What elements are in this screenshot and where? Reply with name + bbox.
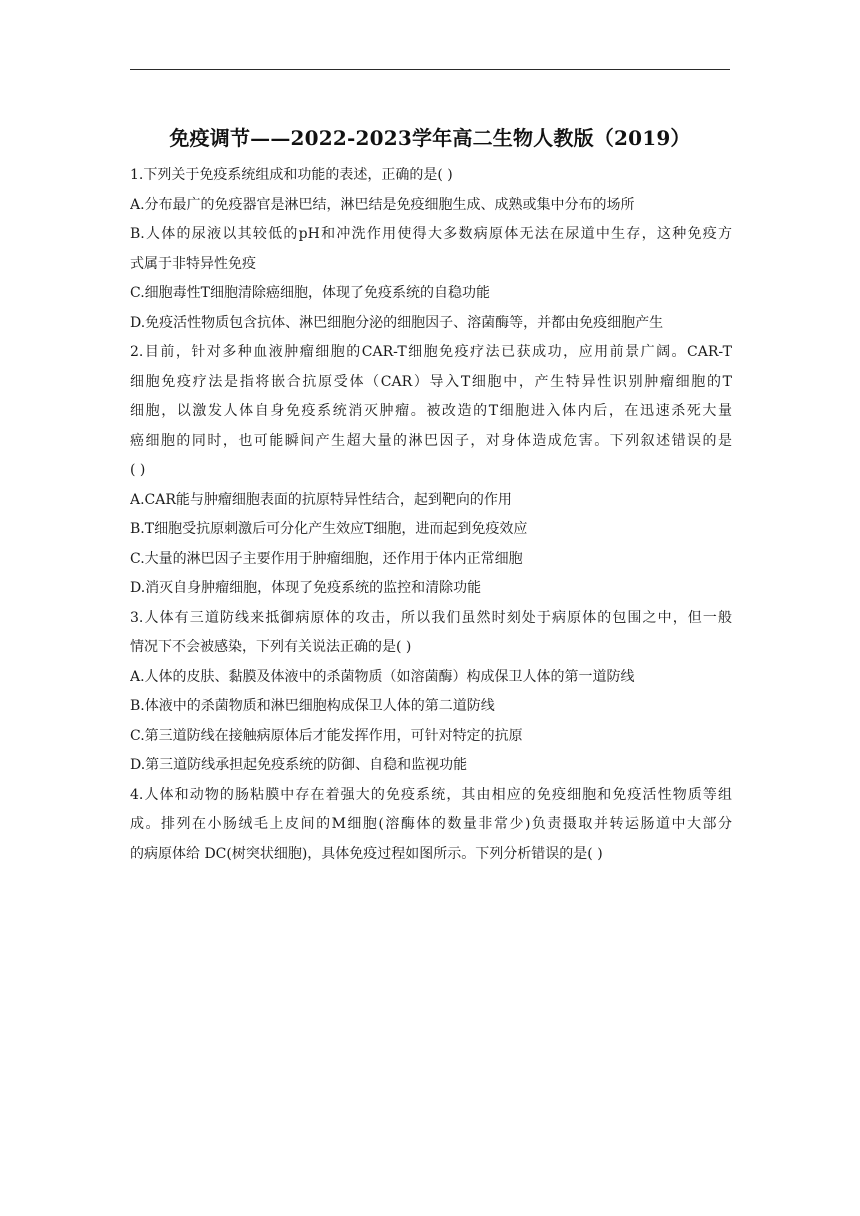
option-d: D.免疫活性物质包含抗体、淋巴细胞分泌的细胞因子、溶菌酶等，并都由免疫细胞产生 — [130, 314, 664, 331]
option-a: A.分布最广的免疫器官是淋巴结，淋巴结是免疫细胞生成、成熟或集中分布的场所 — [130, 196, 635, 213]
option-b: B.T细胞受抗原刺激后可分化产生效应T细胞，进而起到免疫效应 — [130, 521, 528, 537]
question-list — [130, 161, 732, 869]
question-4 — [130, 781, 732, 870]
question-stem: 2.目前，针对多种血液肿瘤细胞的CAR-T细胞免疫疗法已获成功，应用前景广阔。CAR-T — [130, 344, 732, 360]
option-c: C.细胞毒性T细胞清除癌细胞，体现了免疫系统的自稳功能 — [130, 285, 490, 301]
question-3 — [130, 604, 732, 781]
option-c: C.大量的淋巴因子主要作用于肿瘤细胞，还作用于体内正常细胞 — [130, 550, 523, 567]
option-b: B.体液中的杀菌物质和淋巴细胞构成保卫人体的第二道防线 — [130, 698, 495, 714]
question-stem-continued: 细胞，以激发人体自身免疫系统消灭肿瘤。被改造的T细胞进入体内后，在迅速杀死大量 — [130, 403, 732, 419]
option-a: A.CAR能与肿瘤细胞表面的抗原特异性结合，起到靶向的作用 — [130, 491, 512, 508]
question-2 — [130, 338, 732, 604]
question-stem: 1.下列关于免疫系统组成和功能的表述，正确的是( ) — [130, 167, 453, 183]
answer-blank: ( ) — [130, 462, 146, 478]
question-stem-continued: 成。排列在小肠绒毛上皮间的M细胞(溶酶体的数量非常少)负责摄取并转运肠道中大部分 — [130, 816, 732, 832]
option-c: C.第三道防线在接触病原体后才能发挥作用，可针对特定的抗原 — [130, 727, 523, 744]
option-b-continued: 式属于非特异性免疫 — [130, 255, 256, 272]
question-stem-continued: 细胞免疫疗法是指将嵌合抗原受体（CAR）导入T细胞中，产生特异性识别肿瘤细胞的T — [130, 373, 732, 390]
header-rule — [130, 69, 730, 70]
option-b: B.人体的尿液以其较低的pH和冲洗作用使得大多数病原体无法在尿道中生存，这种免疫方 — [130, 226, 732, 242]
document-title: 免疫调节——2022-2023学年高二生物人教版（2019） — [169, 126, 691, 150]
question-stem-continued: 癌细胞的同时，也可能瞬间产生超大量的淋巴因子，对身体造成危害。下列叙述错误的是 — [130, 432, 732, 449]
option-a: A.人体的皮肤、黏膜及体液中的杀菌物质（如溶菌酶）构成保卫人体的第一道防线 — [130, 668, 635, 685]
question-stem: 3.人体有三道防线来抵御病原体的攻击，所以我们虽然时刻处于病原体的包围之中，但一般 — [130, 609, 732, 626]
option-d: D.消灭自身肿瘤细胞，体现了免疫系统的监控和清除功能 — [130, 580, 482, 596]
question-1 — [130, 161, 732, 338]
question-stem-continued: 情况下不会被感染，下列有关说法正确的是( ) — [130, 639, 412, 655]
option-d: D.第三道防线承担起免疫系统的防御、自稳和监视功能 — [130, 757, 468, 773]
question-stem-continued: 的病原体给 DC(树突状细胞)，具体免疫过程如图所示。下列分析错误的是( ) — [130, 845, 603, 862]
question-stem: 4.人体和动物的肠粘膜中存在着强大的免疫系统，其由相应的免疫细胞和免疫活性物质等组 — [130, 786, 732, 803]
